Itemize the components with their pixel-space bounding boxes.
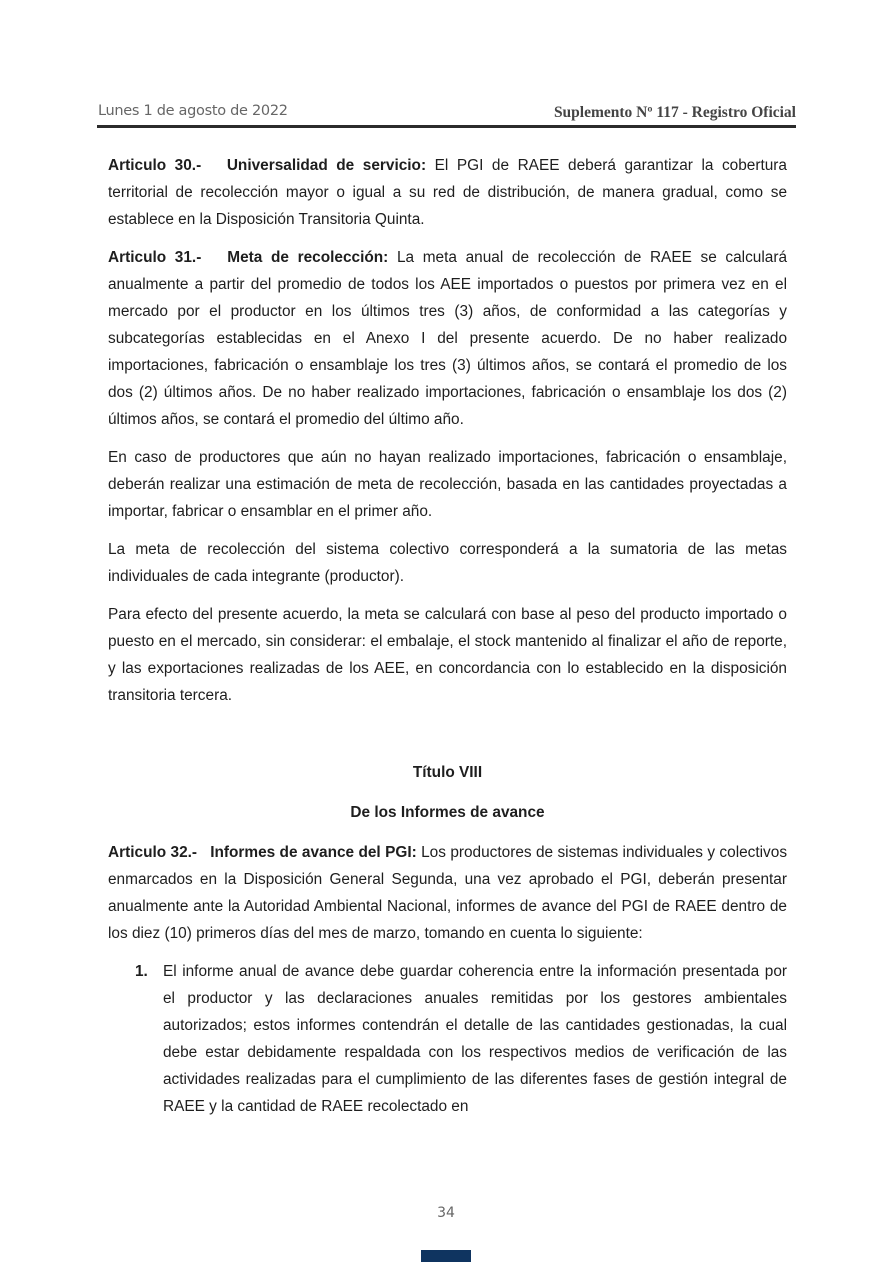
article-31-paragraph: La meta de recolección del sistema colectivo corresponderá a la sumatoria de las metas individuales de cada integrante (productor). — [108, 541, 787, 585]
section-subtitle: De los Informes de avance — [350, 804, 545, 821]
page-number: 34 — [437, 1205, 455, 1221]
article-31-body: La meta anual de recolección de RAEE se calculará anualmente a partir del promedio de todos los AEE importados o puestos por primera vez en el mercado por el productor en los últimos tres (3) años, de conformidad a las categorías y subcategorías establecidas en el Anexo I del presente acuerdo. De no haber realizado importaciones, fabricación o ensamblaje los tres (3) últimos años, se contará el promedio de los dos (2) últimos años. De no haber realizado importaciones, fabricación o ensamblaje los dos (2) últimos años, se contará el promedio del último año. — [108, 249, 788, 428]
article-32-title: Informes de avance del PGI: — [210, 844, 417, 861]
article-30-number: Articulo 30.- — [108, 157, 202, 174]
article-32-number: Articulo 32.- — [108, 844, 198, 861]
list-item — [108, 958, 787, 1120]
header-rule — [97, 125, 796, 128]
article-31 — [108, 244, 787, 433]
document-body — [108, 152, 787, 1120]
article-31-paragraph: Para efecto del presente acuerdo, la meta se calculará con base al peso del producto importado o puesto en el mercado, sin considerar: el embalaje, el stock mantenido al finalizar el año de reporte, y las exportaciones realizadas de los AEE, en concordancia con lo establecido en la disposición transitoria tercera. — [108, 606, 787, 704]
article-32-body: Los productores de sistemas individuales y colectivos enmarcados en la Disposición General Segunda, una vez aprobado el PGI, deberán presentar anualmente ante la Autoridad Ambiental Nacional, informes de avance del PGI de RAEE dentro de los diez (10) primeros días del mes de marzo, tomando en cuenta lo siguiente: — [108, 844, 788, 942]
article-30-title: Universalidad de servicio: — [226, 157, 427, 174]
footer-accent-bar — [421, 1250, 471, 1262]
section-title: Título VIII — [412, 764, 483, 781]
article-31-paragraph: En caso de productores que aún no hayan realizado importaciones, fabricación o ensamblaje, deberán realizar una estimación de meta de recolección, basada en las cantidades proyectadas a importar, fabricar o ensamblar en el primer año. — [108, 449, 787, 520]
list-item-number: 1. — [135, 963, 148, 980]
article-31-title: Meta de recolección: — [227, 249, 389, 266]
header-publication: Suplemento Nº 117 - Registro Oficial — [553, 104, 796, 121]
article-32 — [108, 839, 787, 947]
article-30 — [108, 152, 787, 233]
article-31-number: Articulo 31.- — [108, 249, 202, 266]
list-item-text: El informe anual de avance debe guardar coherencia entre la información presentada por el productor y las declaraciones anuales remitidas por los gestores ambientales autorizados; estos informes contendrán el detalle de las cantidades gestionadas, la cual debe estar debidamente respaldada con los respectivos medios de verificación de las actividades realizadas para el cumplimiento de las diferentes fases de gestión integral de RAEE y la cantidad de RAEE recolectado en — [163, 963, 787, 1115]
header-date: Lunes 1 de agosto de 2022 — [98, 103, 288, 119]
article-30-body: El PGI de RAEE deberá garantizar la cobertura territorial de recolección mayor o igual a su red de distribución, de manera gradual, como se establece en la Disposición Transitoria Quinta. — [108, 157, 787, 228]
